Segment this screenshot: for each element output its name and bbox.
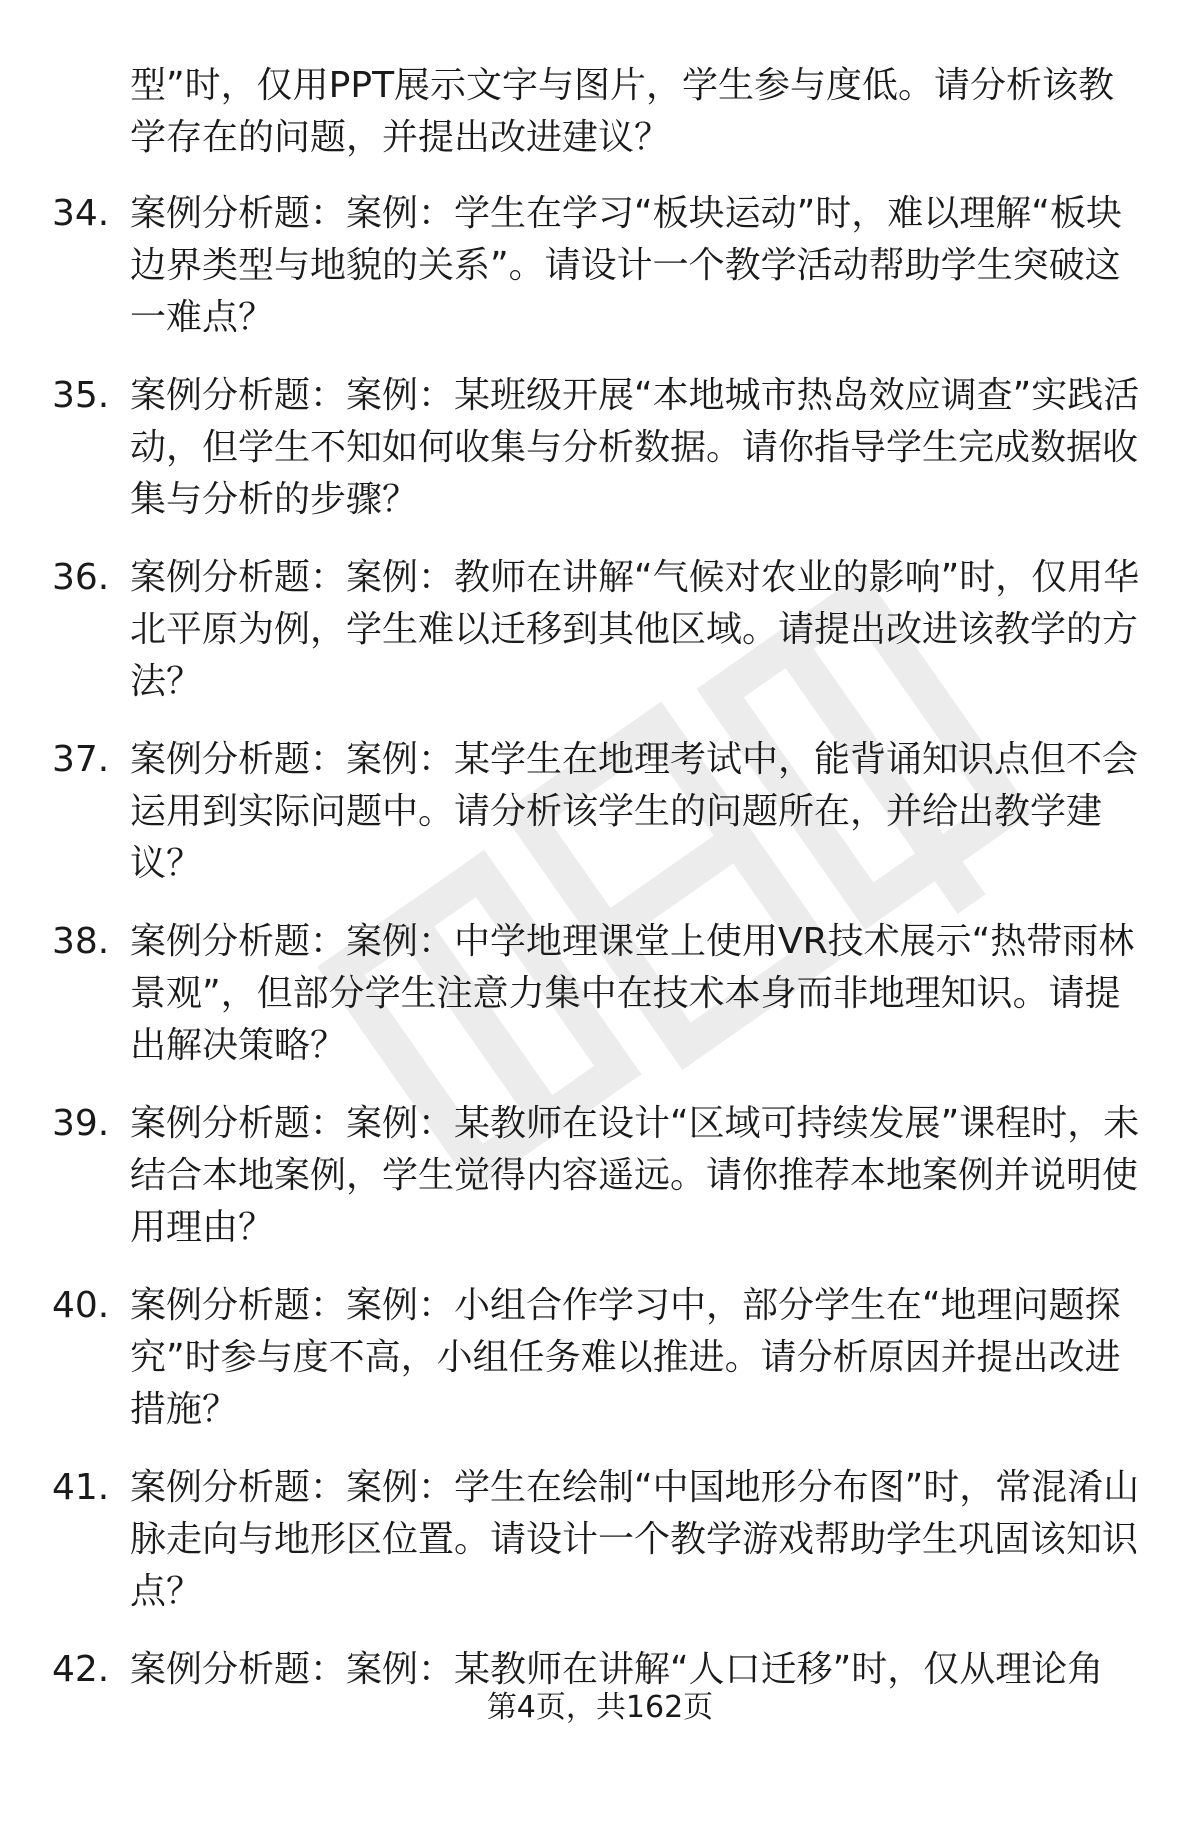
question-text: 案例分析题：案例：中学地理课堂上使用VR技术展示“热带雨林景观”，但部分学生注意力集中在技术本身而非地理知识。请提出解决策略？ xyxy=(130,921,1135,1066)
question-number: 38. xyxy=(52,921,110,962)
question-number: 41. xyxy=(52,1467,110,1508)
question-number: 39. xyxy=(52,1103,110,1144)
question-list xyxy=(0,188,1200,1826)
question-text: 案例分析题：案例：某班级开展“本地城市热岛效应调查”实践活动，但学生不知如何收集与分析数据。请你指导学生完成数据收集与分析的步骤？ xyxy=(130,375,1140,520)
question-item xyxy=(0,370,1200,552)
question-text: 案例分析题：案例：某教师在讲解“人口迁移”时，仅从理论角 xyxy=(130,1649,1104,1690)
question-number: 35. xyxy=(52,375,110,416)
question-number: 34. xyxy=(52,193,110,234)
question-continuation-text: 型”时，仅用PPT展示文字与图片，学生参与度低。请分析该教学存在的问题，并提出改进建议？ xyxy=(130,65,1115,158)
question-number: 36. xyxy=(52,557,110,598)
question-item xyxy=(0,1462,1200,1644)
question-text: 案例分析题：案例：某教师在设计“区域可持续发展”课程时，未结合本地案例，学生觉得内容遥远。请你推荐本地案例并说明使用理由？ xyxy=(130,1103,1140,1248)
question-text: 案例分析题：案例：学生在绘制“中国地形分布图”时，常混淆山脉走向与地形区位置。请设计一个教学游戏帮助学生巩固该知识点？ xyxy=(130,1467,1140,1612)
question-item xyxy=(0,916,1200,1098)
question-number: 40. xyxy=(52,1285,110,1326)
question-number: 42. xyxy=(52,1649,110,1690)
question-text: 案例分析题：案例：教师在讲解“气候对农业的影响”时，仅用华北平原为例，学生难以迁移到其他区域。请提出改进该教学的方法？ xyxy=(130,557,1140,702)
question-number: 37. xyxy=(52,739,110,780)
page-number-footer: 第4页，共162页 xyxy=(486,1690,714,1725)
question-item xyxy=(0,1098,1200,1280)
question-item xyxy=(0,1280,1200,1462)
question-item xyxy=(0,552,1200,734)
question-item xyxy=(0,188,1200,370)
question-text: 案例分析题：案例：某学生在地理考试中，能背诵知识点但不会运用到实际问题中。请分析该学生的问题所在，并给出教学建议？ xyxy=(130,739,1139,884)
question-item xyxy=(0,734,1200,916)
question-text: 案例分析题：案例：学生在学习“板块运动”时，难以理解“板块边界类型与地貌的关系”。请设计一个教学活动帮助学生突破这一难点？ xyxy=(130,193,1122,338)
question-item xyxy=(0,1644,1200,1826)
question-text: 案例分析题：案例：小组合作学习中，部分学生在“地理问题探究”时参与度不高，小组任务难以推进。请分析原因并提出改进措施？ xyxy=(130,1285,1121,1430)
